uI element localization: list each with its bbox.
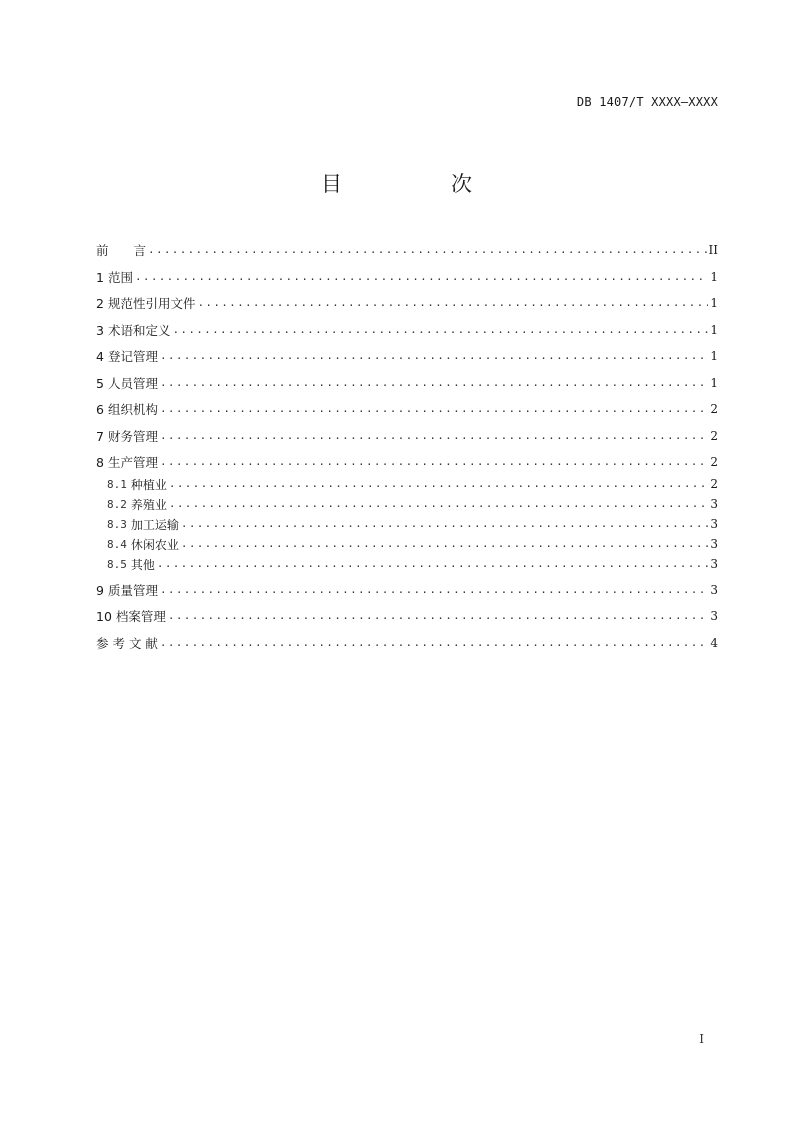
toc-entry-3[interactable]: [96, 321, 718, 339]
toc-leader-dots: [160, 374, 708, 392]
toc-entry-page: 3: [710, 537, 718, 551]
toc-leader-dots: [148, 241, 707, 259]
toc-entry-page: 1: [710, 270, 718, 284]
toc-entry-page: 2: [710, 402, 718, 416]
toc-leader-dots: [157, 555, 708, 573]
toc-entry-number: 10: [96, 608, 112, 624]
toc-entry-label: 财务管理: [107, 429, 158, 444]
toc-entry-number: 8.4: [107, 537, 127, 551]
toc-leader-dots: [168, 607, 708, 625]
toc-leader-dots: [160, 400, 708, 418]
toc-entry-label: 其他: [130, 557, 155, 572]
toc-entry-number: 4: [96, 348, 104, 364]
toc-entry-number: 8.2: [107, 497, 127, 511]
toc-entry-page: 3: [710, 609, 718, 623]
toc-subentry-8-2[interactable]: [96, 495, 718, 513]
toc-leader-dots: [172, 321, 708, 339]
toc-entry-6[interactable]: [96, 400, 718, 418]
toc-entry-page: 1: [710, 349, 718, 363]
toc-leader-dots: [181, 515, 708, 533]
toc-leader-dots: [169, 495, 708, 513]
toc-entry-label: 加工运输: [130, 517, 179, 532]
toc-entry-label: 登记管理: [107, 349, 158, 364]
toc-entry-7[interactable]: [96, 427, 718, 445]
toc-entry-page: 3: [710, 497, 718, 511]
toc-leader-dots: [160, 347, 708, 365]
page-title: [0, 168, 793, 198]
toc-leader-dots: [197, 294, 708, 312]
toc-subentry-8-4[interactable]: [96, 535, 718, 553]
toc-entry-page: 3: [710, 583, 718, 597]
toc-entry-label: 休闲农业: [130, 537, 179, 552]
toc-entry-page: 1: [710, 323, 718, 337]
page-title-text: 目 次: [321, 172, 516, 196]
toc-entry-4[interactable]: [96, 347, 718, 365]
toc-entry-number: 8.3: [107, 517, 127, 531]
toc-entry-page: 3: [710, 557, 718, 571]
toc-entry-page: 4: [710, 636, 718, 650]
toc-entry-page: II: [708, 243, 718, 257]
toc-entry-page: 3: [710, 517, 718, 531]
standard-code: DB 1407/T XXXX—XXXX: [576, 95, 718, 109]
toc-subentry-8-5[interactable]: [96, 555, 718, 573]
toc-entry-label: 范围: [107, 270, 133, 285]
toc-entry-number: 8.5: [107, 557, 127, 571]
toc-leader-dots: [169, 475, 708, 493]
toc-entry-8[interactable]: [96, 453, 718, 471]
toc-entry-label: 档案管理: [115, 609, 166, 624]
toc-leader-dots: [160, 453, 708, 471]
toc-entry-page: 2: [710, 455, 718, 469]
toc-entry-number: 8.1: [107, 477, 127, 491]
toc-subentry-8-3[interactable]: [96, 515, 718, 533]
toc-entry-label: 规范性引用文件: [107, 296, 196, 311]
toc-leader-dots: [181, 535, 708, 553]
toc-leader-dots: [160, 427, 708, 445]
toc-entry-label: 前 言: [96, 243, 147, 258]
toc-entry-references[interactable]: [96, 634, 718, 652]
toc-entry-number: 1: [96, 269, 104, 285]
toc-entry-page: 1: [710, 296, 718, 310]
toc-entry-number: 3: [96, 322, 104, 338]
toc-entry-label: 组织机构: [107, 402, 158, 417]
toc-leader-dots: [160, 581, 708, 599]
toc-entry-number: 8: [96, 454, 104, 470]
toc-entry-page: 2: [710, 429, 718, 443]
toc-entry-5[interactable]: [96, 374, 718, 392]
toc-entry-number: 5: [96, 375, 104, 391]
page-number: I: [699, 1032, 704, 1046]
toc-leader-dots: [160, 634, 708, 652]
toc-entry-label: 术语和定义: [107, 323, 171, 338]
toc-entry-foreword[interactable]: [96, 241, 718, 259]
toc-entry-9[interactable]: [96, 581, 718, 599]
toc-entry-label: 种植业: [130, 477, 167, 492]
toc-entry-number: 6: [96, 401, 104, 417]
toc-entry-number: 9: [96, 582, 104, 598]
toc-entry-label: 参 考 文 献: [96, 636, 158, 651]
toc-entry-10[interactable]: [96, 607, 718, 625]
toc-entry-label: 养殖业: [130, 497, 167, 512]
toc-leader-dots: [135, 268, 708, 286]
toc-entry-number: 7: [96, 428, 104, 444]
toc-subentry-8-1[interactable]: [96, 475, 718, 493]
toc-entry-page: 1: [710, 376, 718, 390]
toc-entry-page: 2: [710, 477, 718, 491]
toc-entry-2[interactable]: [96, 294, 718, 312]
toc-entry-label: 质量管理: [107, 583, 158, 598]
toc-entry-label: 人员管理: [107, 376, 158, 391]
toc-entry-number: 2: [96, 295, 104, 311]
toc-entry-label: 生产管理: [107, 455, 158, 470]
toc-entry-1[interactable]: [96, 268, 718, 286]
